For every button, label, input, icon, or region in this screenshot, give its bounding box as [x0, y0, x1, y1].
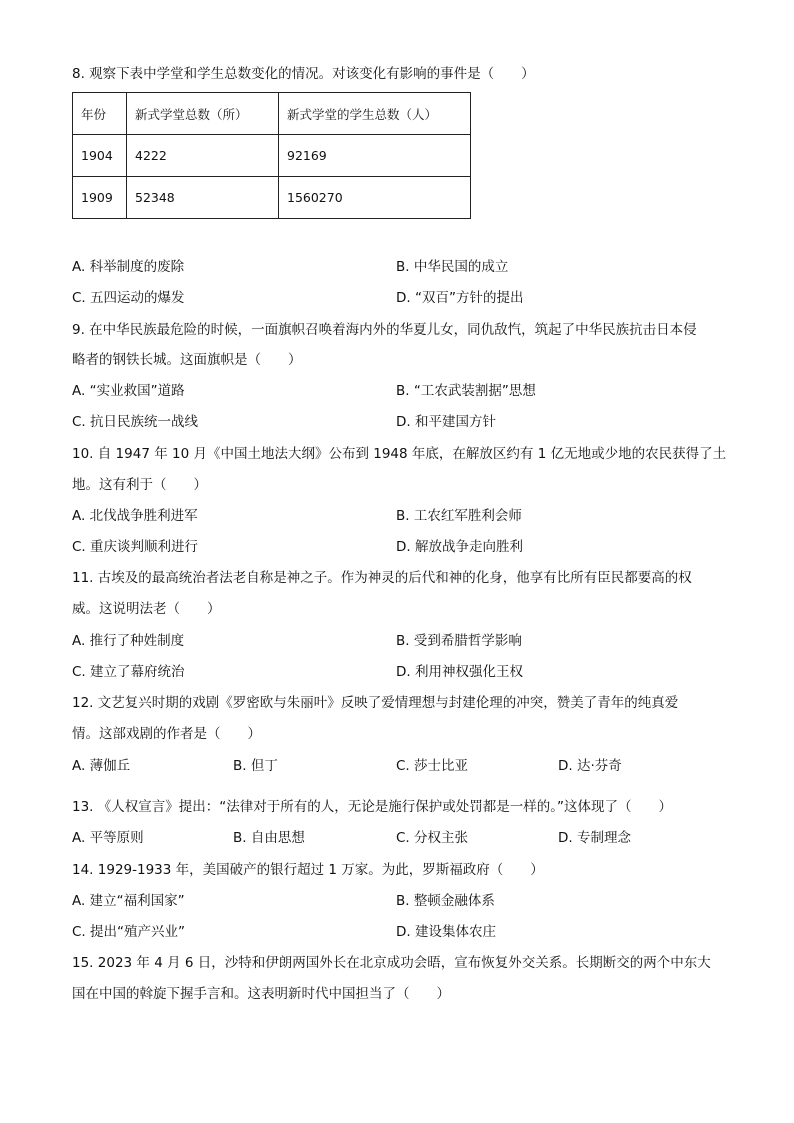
- question-13-option-b: B. 自由思想: [233, 830, 305, 846]
- table-cell: 4222: [127, 135, 279, 177]
- question-12-option-b: B. 但丁: [233, 758, 278, 774]
- question-8-option-c: C. 五四运动的爆发: [72, 290, 185, 306]
- question-14-option-d: D. 建设集体农庄: [396, 924, 496, 940]
- question-14-option-a: A. 建立“福利国家”: [72, 893, 185, 909]
- question-10-option-d: D. 解放战争走向胜利: [396, 539, 523, 555]
- table-header-row: [73, 93, 471, 135]
- table-cell: 92169: [279, 135, 471, 177]
- question-14-stem: 14. 1929-1933 年，美国破产的银行超过 1 万家。为此，罗斯福政府（ ）: [72, 862, 544, 878]
- question-12-option-c: C. 莎士比亚: [396, 758, 469, 774]
- question-9-stem-line-2: 略者的钢铁长城。这面旗帜是（ ）: [72, 352, 302, 368]
- question-11-option-c: C. 建立了幕府统治: [72, 664, 185, 680]
- question-15-stem-line-1: 15. 2023 年 4 月 6 日，沙特和伊朗两国外长在北京成功会晤，宣布恢复外交关系。长期断交的两个中东大: [72, 955, 711, 971]
- question-12-stem-line-2: 情。这部戏剧的作者是（ ）: [72, 726, 261, 742]
- question-10-stem-line-1: 10. 自 1947 年 10 月《中国土地法大纲》公布到 1948 年底，在解放区约有 1 亿无地或少地的农民获得了土: [72, 446, 727, 462]
- question-9-stem-line-1: 9. 在中华民族最危险的时候，一面旗帜召唤着海内外的华夏儿女，同仇敌忾，筑起了中华民族抗击日本侵: [72, 322, 697, 338]
- question-13-stem: 13. 《人权宣言》提出：“法律对于所有的人，无论是施行保护或处罚都是一样的。”这体现了（ ）: [72, 799, 672, 815]
- question-10-stem-line-2: 地。这有利于（ ）: [72, 477, 207, 493]
- question-11-stem-line-2: 威。这说明法老（ ）: [72, 601, 221, 617]
- table-row: [73, 135, 471, 177]
- question-8-option-a: A. 科举制度的废除: [72, 259, 185, 275]
- table-header-cell: 新式学堂总数（所）: [127, 93, 279, 135]
- question-11-option-b: B. 受到希腊哲学影响: [396, 633, 522, 649]
- question-9-option-b: B. “工农武装割据”思想: [396, 383, 536, 399]
- question-10-option-a: A. 北伐战争胜利进军: [72, 508, 198, 524]
- question-11-option-a: A. 推行了种姓制度: [72, 633, 185, 649]
- table-cell: 52348: [127, 177, 279, 219]
- question-13-option-d: D. 专制理念: [558, 830, 631, 846]
- question-13-option-a: A. 平等原则: [72, 830, 144, 846]
- table-cell: 1909: [73, 177, 127, 219]
- question-12-option-a: A. 薄伽丘: [72, 758, 131, 774]
- question-11-stem-line-1: 11. 古埃及的最高统治者法老自称是神之子。作为神灵的后代和神的化身，他享有比所有臣民都要高的权: [72, 570, 692, 586]
- table-header-cell: 新式学堂的学生总数（人）: [279, 93, 471, 135]
- question-15-stem-line-2: 国在中国的斡旋下握手言和。这表明新时代中国担当了（ ）: [72, 986, 450, 1002]
- school-statistics-table: [72, 92, 471, 219]
- question-9-option-c: C. 抗日民族统一战线: [72, 414, 199, 430]
- question-10-option-b: B. 工农红军胜利会师: [396, 508, 522, 524]
- question-11-option-d: D. 利用神权强化王权: [396, 664, 523, 680]
- table-cell: 1560270: [279, 177, 471, 219]
- question-10-option-c: C. 重庆谈判顺利进行: [72, 539, 199, 555]
- question-14-option-c: C. 提出“殖产兴业”: [72, 924, 185, 940]
- question-8-stem: 8. 观察下表中学堂和学生总数变化的情况。对该变化有影响的事件是（ ）: [72, 66, 535, 82]
- question-12-option-d: D. 达·芬奇: [558, 758, 622, 774]
- question-9-option-d: D. 和平建国方针: [396, 414, 496, 430]
- table-cell: 1904: [73, 135, 127, 177]
- question-9-option-a: A. “实业救国”道路: [72, 383, 185, 399]
- question-14-option-b: B. 整顿金融体系: [396, 893, 495, 909]
- table-header-cell: 年份: [73, 93, 127, 135]
- table-row: [73, 177, 471, 219]
- question-8-option-d: D. “双百”方针的提出: [396, 290, 524, 306]
- question-12-stem-line-1: 12. 文艺复兴时期的戏剧《罗密欧与朱丽叶》反映了爱情理想与封建伦理的冲突，赞美了青年的纯真爱: [72, 695, 679, 711]
- question-13-option-c: C. 分权主张: [396, 830, 469, 846]
- question-8-option-b: B. 中华民国的成立: [396, 259, 509, 275]
